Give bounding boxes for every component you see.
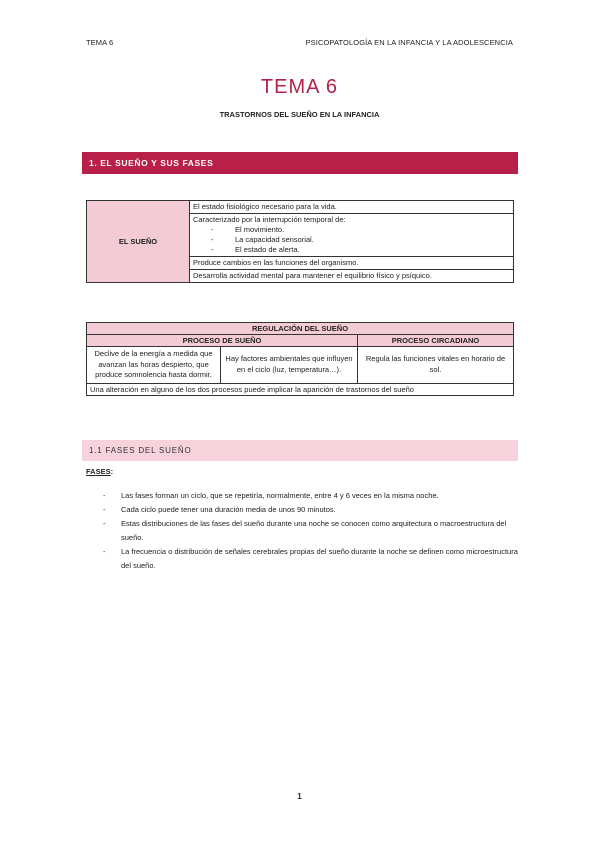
list-item: - El movimiento.	[211, 225, 285, 234]
fases-list	[100, 489, 520, 573]
page-number: 1	[297, 792, 302, 801]
list-item: - La capacidad sensorial.	[211, 235, 314, 244]
sueno-row-4: Desarrolla actividad mental para mantener el equilibrio físico y psíquico.	[190, 270, 514, 283]
proceso-circadiano-header: PROCESO CIRCADIANO	[358, 335, 514, 347]
proceso-sueno-header: PROCESO DE SUEÑO	[87, 335, 358, 347]
sueno-row-2-intro: Caracterizado por la interrupción temporal de:	[193, 215, 346, 224]
sueno-row-2-list	[193, 225, 510, 255]
sueno-label: EL SUEÑO	[87, 201, 190, 283]
list-item: - Cada ciclo puede tener una duración media de unos 90 minutos.	[103, 505, 336, 514]
proceso-circadiano-cell: Regula las funciones vitales en horario de sol.	[358, 347, 514, 384]
header-right: PSICOPATOLOGÍA EN LA INFANCIA Y LA ADOLESCENCIA	[305, 38, 513, 47]
regulacion-table	[86, 322, 514, 396]
fases-label: FASES:	[86, 467, 114, 476]
regulacion-header: REGULACIÓN DEL SUEÑO	[87, 323, 514, 335]
list-item: - Estas distribuciones de las fases del sueño durante una noche se conocen como arquitectura o macroestructura del sueño.	[103, 519, 507, 542]
regulacion-footer: Una alteración en alguno de los dos procesos puede implicar la aparición de trastornos del sueño	[87, 383, 514, 395]
sueno-table	[86, 200, 514, 283]
list-item: - La frecuencia o distribución de señales cerebrales propias del sueño durante la noche se definen como microestructura del sueño.	[103, 547, 518, 570]
page-title: TEMA 6	[260, 76, 339, 98]
sueno-row-1: El estado fisiológico necesario para la vida.	[190, 201, 514, 214]
section-heading-1-1: 1.1 FASES DEL SUEÑO	[82, 440, 518, 461]
sueno-row-2	[190, 214, 514, 257]
list-item: - El estado de alerta.	[211, 245, 300, 254]
section-heading-1: 1. EL SUEÑO Y SUS FASES	[82, 152, 518, 174]
sueno-row-3: Produce cambios en las funciones del organismo.	[190, 257, 514, 270]
header-left: TEMA 6	[86, 38, 114, 47]
page-subtitle: TRASTORNOS DEL SUEÑO EN LA INFANCIA	[219, 110, 380, 119]
proceso-sueno-cell: Declive de la energía a medida que avanzan las horas despierto, que produce somnolencia hasta dormir.	[87, 347, 221, 384]
list-item: - Las fases forman un ciclo, que se repetiría, normalmente, entre 4 y 6 veces en la misma noche.	[103, 491, 439, 500]
factores-ambientales-cell: Hay factores ambientales que influyen en el ciclo (luz, temperatura…).	[221, 347, 358, 384]
